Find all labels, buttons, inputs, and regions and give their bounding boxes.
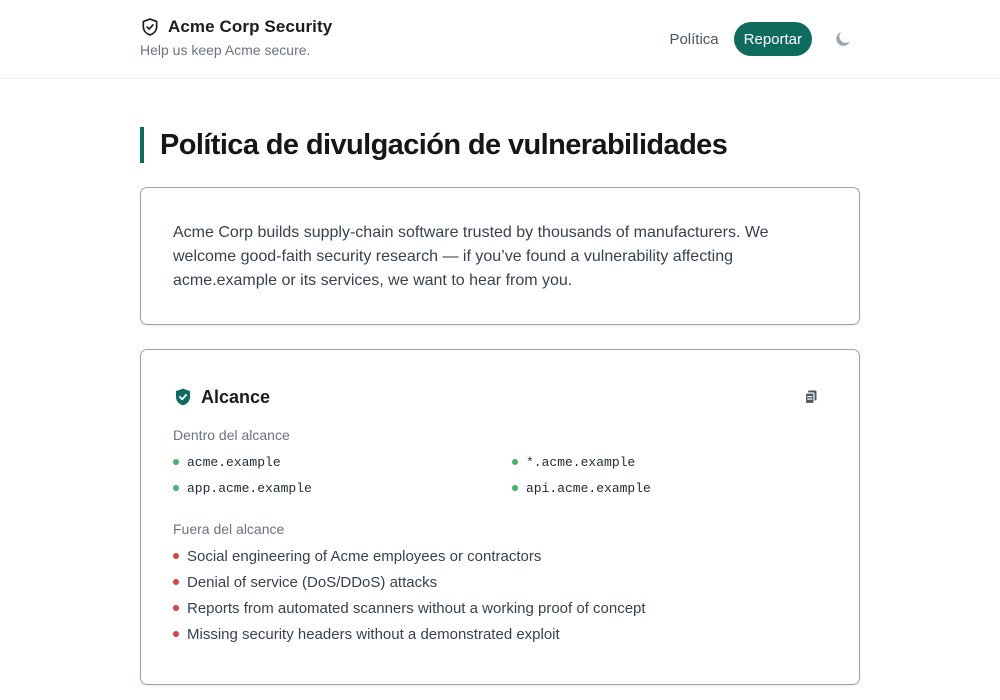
top-nav — [669, 22, 860, 56]
moon-icon[interactable] — [826, 22, 860, 56]
in-scope-item — [512, 449, 812, 475]
out-scope-item — [173, 595, 827, 621]
scope-title: Alcance — [201, 386, 271, 407]
brand — [140, 17, 332, 58]
in-scope-item — [512, 475, 812, 501]
in-scope-domain: *.acme.example — [526, 454, 636, 470]
out-scope-label: Fuera del alcance — [173, 521, 285, 537]
page-title: Política de divulgación de vulnerabilidades — [160, 128, 728, 161]
report-button[interactable]: Reportar — [734, 22, 812, 56]
bullet-dot — [173, 579, 179, 585]
page-title-block — [140, 127, 727, 163]
in-scope-item — [173, 475, 512, 501]
nav-link-policy[interactable]: Política — [669, 30, 719, 48]
scope-header — [173, 385, 827, 409]
in-scope-domain: acme.example — [187, 454, 281, 470]
out-scope-text: Social engineering of Acme employees or contractors — [187, 547, 542, 565]
out-scope-text: Denial of service (DoS/DDoS) attacks — [187, 573, 438, 591]
bullet-dot — [512, 485, 518, 491]
out-scope-list — [173, 543, 827, 647]
in-scope-item — [173, 449, 512, 475]
intro-card — [140, 187, 860, 325]
in-scope-list — [173, 449, 827, 501]
copy-icon[interactable] — [803, 389, 819, 405]
in-scope-label: Dentro del alcance — [173, 427, 290, 443]
scope-card — [140, 349, 860, 685]
bullet-dot — [173, 605, 179, 611]
bullet-dot — [512, 459, 518, 465]
out-scope-item — [173, 543, 827, 569]
bullet-dot — [173, 485, 179, 491]
shield-check-filled-icon — [173, 387, 193, 407]
bullet-dot — [173, 459, 179, 465]
bullet-dot — [173, 631, 179, 637]
in-scope-domain: app.acme.example — [187, 480, 312, 496]
site-header — [0, 0, 1000, 79]
site-title: Acme Corp Security — [168, 17, 333, 36]
intro-text: Acme Corp builds supply-chain software trusted by thousands of manufacturers. We welcome good-faith security research — if you’ve found a vulnerability affecting acme.example or its services, we want to hear from you. — [173, 224, 769, 289]
out-scope-text: Reports from automated scanners without a working proof of concept — [187, 599, 646, 617]
bullet-dot — [173, 553, 179, 559]
out-scope-item — [173, 569, 827, 595]
site-subtitle: Help us keep Acme secure. — [140, 42, 311, 58]
in-scope-domain: api.acme.example — [526, 480, 651, 496]
out-scope-text: Missing security headers without a demonstrated exploit — [187, 625, 560, 643]
out-scope-item — [173, 621, 827, 647]
shield-check-icon — [140, 17, 160, 37]
